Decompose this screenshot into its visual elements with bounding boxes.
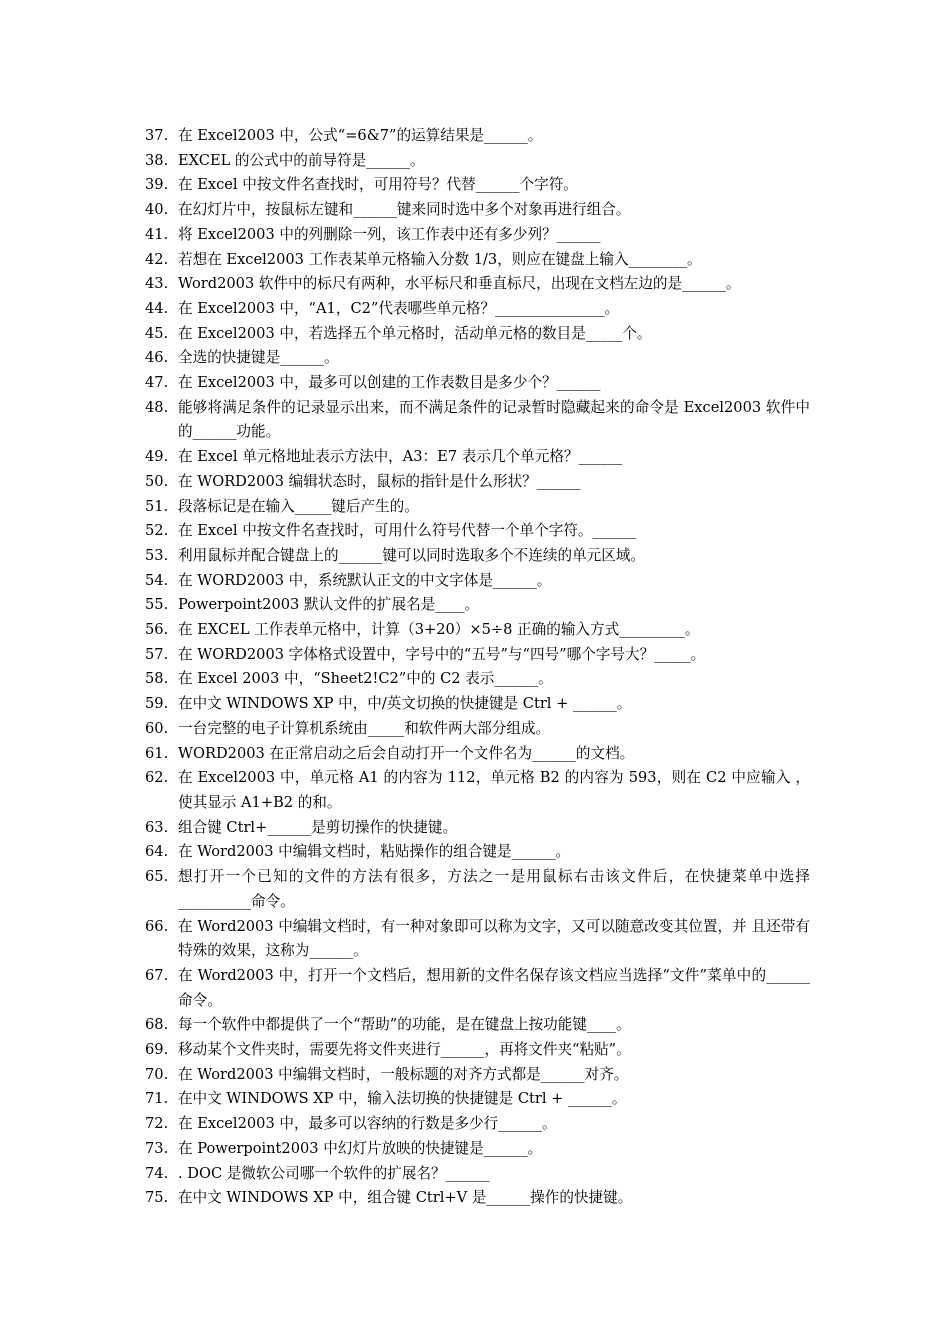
- question-number: 55.: [145, 596, 169, 614]
- question-text: 在 Powerpoint2003 中幻灯片放映的快捷键是______。: [178, 1139, 543, 1157]
- question-text: 在中文 WINDOWS XP 中，组合键 Ctrl+V 是______操作的快捷键。: [178, 1189, 633, 1207]
- question-item: [145, 1137, 810, 1162]
- question-item: [145, 495, 810, 520]
- question-item: [145, 569, 810, 594]
- question-text: 在 Word2003 中编辑文档时，粘贴操作的组合键是______。: [178, 843, 571, 861]
- question-text: 每一个软件中都提供了一个“帮助”的功能，是在键盘上按功能键____。: [178, 1016, 631, 1034]
- question-number: 62.: [145, 769, 169, 787]
- question-number: 60.: [145, 719, 169, 737]
- question-number: 71.: [145, 1090, 169, 1108]
- question-number: 69.: [145, 1041, 169, 1059]
- question-number: 66.: [145, 917, 169, 935]
- question-number: 58.: [145, 670, 169, 688]
- question-text: . DOC 是微软公司哪一个软件的扩展名？______: [178, 1164, 490, 1182]
- question-text: 组合键 Ctrl+______是剪切操作的快捷键。: [178, 818, 458, 836]
- question-text: WORD2003 在正常启动之后会自动打开一个文件名为______的文档。: [178, 744, 635, 762]
- question-number: 73.: [145, 1139, 169, 1157]
- question-item: [145, 272, 810, 297]
- question-text: 在 Excel 中按文件名查找时，可用符号？代替______个字符。: [178, 176, 578, 194]
- question-text: 能够将满足条件的记录显示出来，而不满足条件的记录暂时隐藏起来的命令是 Excel2003 软件中的______功能。: [178, 398, 810, 441]
- question-text: 移动某个文件夹时，需要先将文件夹进行______，再将文件夹“粘贴”。: [178, 1041, 631, 1059]
- question-number: 64.: [145, 843, 169, 861]
- question-item: [145, 519, 810, 544]
- question-number: 74.: [145, 1164, 169, 1182]
- question-number: 52.: [145, 522, 169, 540]
- question-item: [145, 223, 810, 248]
- question-item: [145, 692, 810, 717]
- question-number: 44.: [145, 299, 169, 317]
- question-text: 全选的快捷键是______。: [178, 349, 339, 367]
- question-text: 将 Excel2003 中的列删除一列，该工作表中还有多少列？______: [178, 225, 601, 243]
- question-item: [145, 346, 810, 371]
- question-number: 37.: [145, 127, 169, 144]
- question-number: 51.: [145, 497, 169, 515]
- question-text: 在 WORD2003 字体格式设置中，字号中的“五号”与“四号”哪个字号大？_____。: [178, 645, 706, 663]
- question-text: 在中文 WINDOWS XP 中，中/英文切换的快捷键是 Ctrl + ______。: [178, 695, 632, 713]
- question-item: [145, 964, 810, 1013]
- question-number: 68.: [145, 1016, 169, 1034]
- question-number: 70.: [145, 1065, 169, 1083]
- question-number: 48.: [145, 398, 169, 416]
- question-number: 46.: [145, 349, 169, 367]
- question-item: [145, 1087, 810, 1112]
- question-item: [145, 297, 810, 322]
- question-number: 45.: [145, 324, 169, 342]
- question-number: 61.: [145, 744, 169, 762]
- question-text: 利用鼠标并配合键盘上的______键可以同时选取多个不连续的单元区域。: [178, 546, 646, 564]
- question-number: 53.: [145, 546, 169, 564]
- question-number: 47.: [145, 374, 169, 392]
- question-text: Word2003 软件中的标尺有两种，水平标尺和垂直标尺，出现在文档左边的是______。: [178, 275, 741, 293]
- question-item: [145, 173, 810, 198]
- question-text: 在 Excel2003 中，最多可以创建的工作表数目是多少个？______: [178, 374, 601, 392]
- question-item: [145, 840, 810, 865]
- question-text: 若想在 Excel2003 工作表某单元格输入分数 1/3，则应在键盘上输入________。: [178, 250, 702, 268]
- question-number: 63.: [145, 818, 169, 836]
- question-text: 在 Word2003 中编辑文档时，有一种对象即可以称为文字，又可以随意改变其位置，并 且还带有特殊的效果，这称为______。: [178, 917, 810, 960]
- question-item: [145, 816, 810, 841]
- question-item: [145, 1186, 810, 1211]
- question-number: 59.: [145, 695, 169, 713]
- question-item: [145, 667, 810, 692]
- question-text: 在 Excel2003 中，最多可以容纳的行数是多少行______。: [178, 1115, 557, 1133]
- question-text: 在 Excel 单元格地址表示方法中，A3：E7 表示几个单元格？______: [178, 448, 623, 466]
- question-text: 一台完整的电子计算机系统由_____和软件两大部分组成。: [178, 719, 551, 737]
- question-item: [145, 717, 810, 742]
- question-number: 72.: [145, 1115, 169, 1133]
- question-text: 在 Word2003 中，打开一个文档后，想用新的文件名保存该文档应当选择“文件”菜单中的______命令。: [178, 966, 810, 1009]
- question-item: [145, 198, 810, 223]
- question-item: [145, 248, 810, 273]
- question-item: [145, 1013, 810, 1038]
- question-number: 54.: [145, 571, 169, 589]
- question-text: 在幻灯片中，按鼠标左键和______键来同时选中多个对象再进行组合。: [178, 201, 631, 219]
- question-item: [145, 593, 810, 618]
- question-item: [145, 1038, 810, 1063]
- question-item: [145, 865, 810, 914]
- question-item: [145, 742, 810, 767]
- question-number: 43.: [145, 275, 169, 293]
- question-item: [145, 1162, 810, 1187]
- question-number: 75.: [145, 1189, 169, 1207]
- question-number: 38.: [145, 151, 169, 169]
- question-item: [145, 124, 810, 149]
- question-item: [145, 322, 810, 347]
- question-text: 段落标记是在输入_____键后产生的。: [178, 497, 419, 515]
- question-number: 40.: [145, 201, 169, 219]
- question-number: 65.: [145, 868, 169, 886]
- question-item: [145, 1063, 810, 1088]
- question-text: 在 Excel2003 中，若选择五个单元格时，活动单元格的数目是_____个。: [178, 324, 652, 342]
- question-item: [145, 915, 810, 964]
- question-number: 49.: [145, 448, 169, 466]
- question-item: [145, 544, 810, 569]
- question-text: 在 Excel2003 中，“A1，C2”代表哪些单元格？_______________。: [178, 299, 620, 317]
- question-item: [145, 371, 810, 396]
- question-number: 57.: [145, 645, 169, 663]
- question-text: 在 WORD2003 中，系统默认正文的中文字体是______。: [178, 571, 552, 589]
- question-item: [145, 396, 810, 445]
- question-text: 想打开一个已知的文件的方法有很多，方法之一是用鼠标右击该文件后，在快捷菜单中选择__________命令。: [178, 868, 810, 910]
- question-text: 在 Excel 2003 中，“Sheet2!C2”中的 C2 表示______。: [178, 670, 553, 688]
- question-item: [145, 445, 810, 470]
- question-text: 在中文 WINDOWS XP 中，输入法切换的快捷键是 Ctrl + ______。: [178, 1090, 627, 1108]
- question-text: 在 Excel2003 中，公式“=6&7”的运算结果是______。: [178, 127, 543, 144]
- question-text: 在 WORD2003 编辑状态时，鼠标的指针是什么形状？______: [178, 472, 581, 490]
- question-item: [145, 149, 810, 174]
- question-item: [145, 766, 810, 815]
- question-text: Powerpoint2003 默认文件的扩展名是____。: [178, 596, 480, 614]
- question-item: [145, 643, 810, 668]
- question-text: EXCEL 的公式中的前导符是______。: [178, 151, 425, 169]
- question-number: 39.: [145, 176, 169, 194]
- question-item: [145, 470, 810, 495]
- question-item: [145, 1112, 810, 1137]
- question-number: 67.: [145, 966, 169, 984]
- question-number: 41.: [145, 225, 169, 243]
- question-number: 42.: [145, 250, 169, 268]
- question-list: [145, 124, 810, 1211]
- question-text: 在 Excel 中按文件名查找时，可用什么符号代替一个单个字符。______: [178, 522, 637, 540]
- question-item: [145, 618, 810, 643]
- question-number: 56.: [145, 621, 169, 639]
- question-text: 在 Excel2003 中，单元格 A1 的内容为 112，单元格 B2 的内容为 593，则在 C2 中应输入 ，使其显示 A1+B2 的和。: [178, 769, 810, 811]
- question-number: 50.: [145, 472, 169, 490]
- question-text: 在 Word2003 中编辑文档时，一般标题的对齐方式都是______对齐。: [178, 1065, 629, 1083]
- question-text: 在 EXCEL 工作表单元格中，计算（3+20）×5÷8 正确的输入方式_________。: [178, 621, 700, 639]
